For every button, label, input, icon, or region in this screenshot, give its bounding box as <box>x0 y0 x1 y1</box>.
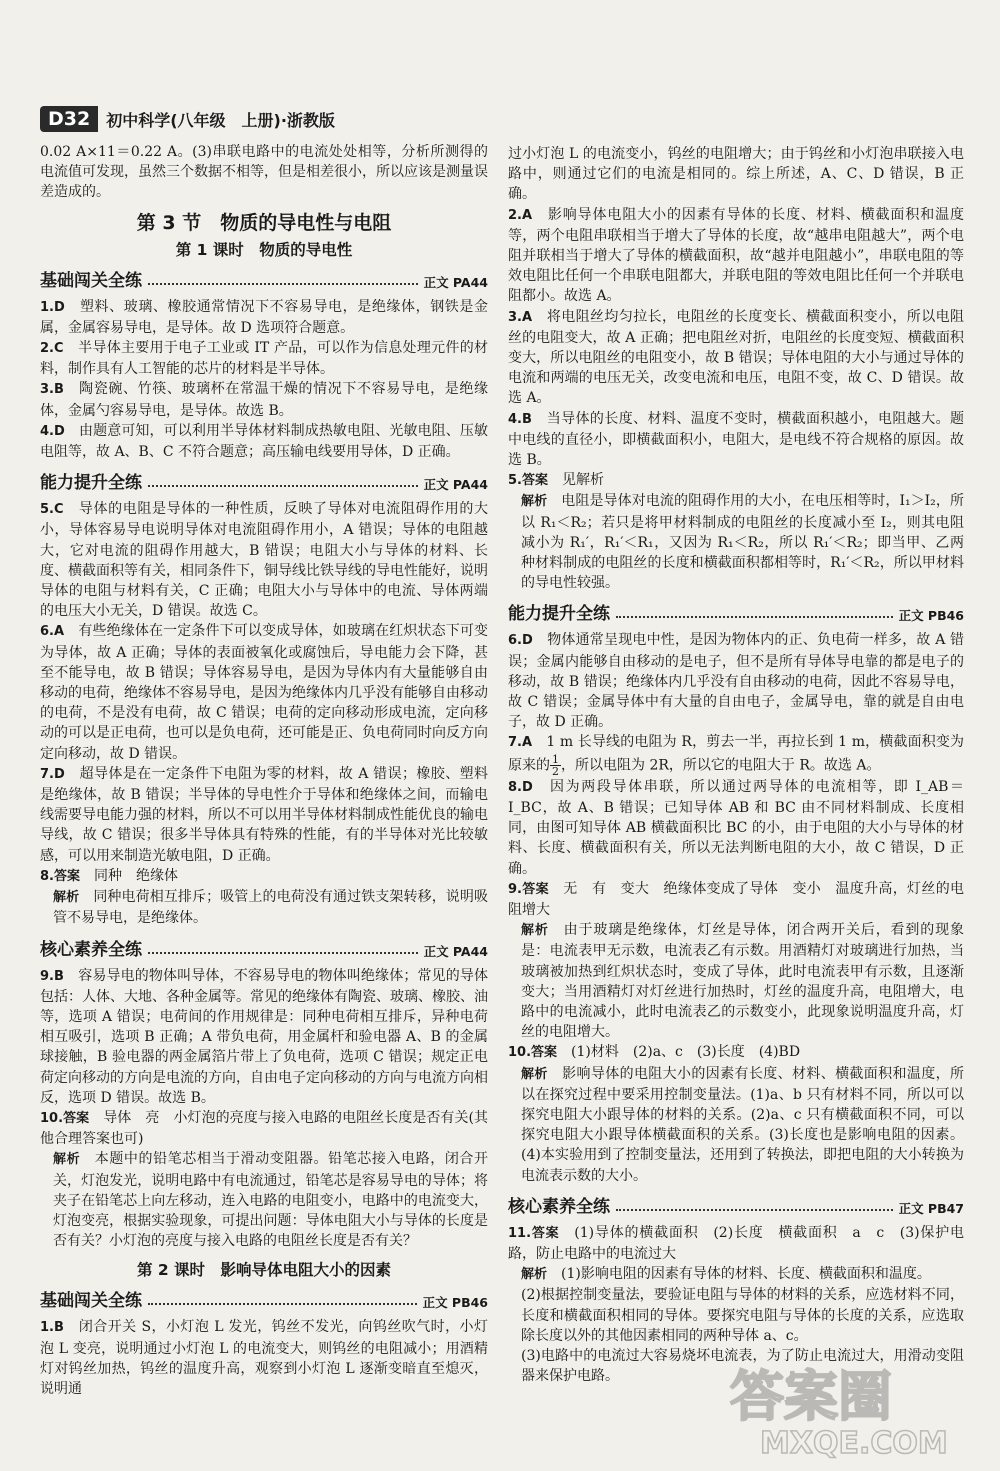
item-number: 3.B <box>40 382 64 398</box>
item-text: 影响导体电阻大小的因素有导体的长度、材料、横截面积和温度等，两个电阻串联相当于增大了导体的长度，故“越串电阻越大”，两个电阻并联相当于增大了导体的横截面积，故“越并电阻越小”，串联电阻的等效电阻比任何一个串联电阻都大，并联电阻的等效电阻比任何一个并联电阻都小。故选 A。 <box>508 206 965 305</box>
analysis-tag: 解析 <box>521 1066 548 1082</box>
answer-item <box>508 470 964 491</box>
section-ref: 正文 PA44 <box>423 477 488 493</box>
answer-item <box>508 205 964 307</box>
item-text: 陶瓷碗、竹筷、玻璃杯在常温干燥的情况下不容易导电，是绝缘体，金属勺容易导电，是导体。故选 B。 <box>40 381 489 419</box>
item-text: 容易导电的物体叫导体，不容易导电的物体叫绝缘体；常见的导体包括：人体、大地、各种金属等。常见的绝缘体有陶瓷、玻璃、橡胶、油等，选项 A 错误；电荷间的作用规律是：同种电荷相互排斥，异种电荷相互吸引，选项 B 正确；A 带负电荷，用金属杆和验电器 A、B 的金属球接触，B 验电器的两金属箔片带上了负电荷，选项 C 错误；规定正电荷定向移动的方向是电流的方向，自由电子定向移动的方向与电流方向相反，选项 D 错误。故选 B。 <box>40 967 489 1106</box>
answer-item <box>40 379 488 420</box>
section-divider <box>148 283 418 285</box>
fraction-denominator: 2 <box>552 764 559 778</box>
section-name: 能力提升全练 <box>508 604 610 625</box>
answer-item <box>40 499 488 621</box>
answer-item <box>40 764 488 866</box>
analysis-text: 本题中的铅笔芯相当于滑动变阻器。铅笔芯接入电路，闭合开关，灯泡发光，说明电路中有电流通过，铅笔芯是容易导电的导体；将夹子在铅笔芯上向左移动，连入电路的电阻变小，电路中的电流变大，灯泡变亮，根据实验现象，可提出问题：导体电阻大小与导体的长度是否有关？小灯泡的亮度与接入电路的电阻丝长度是否有关？ <box>53 1151 488 1250</box>
answer-item <box>40 866 488 887</box>
answer-item <box>40 297 488 338</box>
item-number: 4.D <box>40 423 65 439</box>
analysis-item <box>40 1149 488 1251</box>
item-number: 9.答案 <box>508 881 549 897</box>
answer-item <box>508 307 964 409</box>
analysis-text: 电阻是导体对电流的阻碍作用的大小，在电压相等时，I₁＞I₂，所以 R₁＜R₂；若只是将甲材料制成的电阻丝的长度减小至 I₂，则其电阻减小为 R₁′，R₁′＜R₁，又因为 R₁＜R₂，所以 R₁′＜R₂；即当甲、乙两种材料制成的电阻丝的长度和横截面积都相等时，R₁′＜R₂，所以甲材料的导电性较强。 <box>521 493 964 592</box>
item-number: 8.答案 <box>40 868 80 884</box>
section-ref: 正文 PA44 <box>423 274 488 290</box>
item-text: 闭合开关 S，小灯泡 L 发光，钨丝不发光，向钨丝吹气时，小灯泡 L 变亮，说明通过小灯泡 L 的电流变大，则钨丝的电阻减小；用酒精灯对钨丝加热，钨丝的温度升高，观察到小灯泡 L 逐渐变暗直至熄灭，说明通 <box>40 1319 488 1397</box>
analysis-item <box>508 491 964 593</box>
right-column <box>508 144 964 1386</box>
section-divider <box>148 485 418 487</box>
analysis-item <box>508 1064 964 1186</box>
page-header <box>40 104 335 134</box>
section-header-core <box>40 936 488 960</box>
item-text: 因为两段导体串联，所以通过两导体的电流相等，即 I_AB＝I_BC，故 A、B 错误；已知导体 AB 和 BC 由不同材料制成、长度相同，由图可知导体 AB 横截面积比 BC 的小，由于电阻的大小与导体的材料、长度、横截面积有关，所以无法判断电阻的大小，故 C 错误，D 正确。 <box>508 778 964 877</box>
item-number: 5.答案 <box>508 473 548 489</box>
watermark-logo <box>720 1353 980 1463</box>
fraction <box>550 754 561 777</box>
section-header-ability <box>40 469 488 493</box>
lesson1-title: 第 1 课时 物质的导电性 <box>175 240 353 259</box>
item-answer: 无 有 变大 绝缘体变成了导体 变小 温度升高，灯丝的电阻增大 <box>508 880 965 918</box>
item-number: 7.D <box>40 766 65 782</box>
item-number: 5.C <box>40 502 64 518</box>
answer-item <box>40 338 488 379</box>
analysis-text: 同种电荷相互排斥；吸管上的电荷没有通过铁支架转移，说明吸管不易导电，是绝缘体。 <box>53 889 488 927</box>
section-name: 核心素养全练 <box>40 939 142 960</box>
section-divider <box>616 1209 893 1211</box>
item-text: 超导体是在一定条件下电阻为零的材料，故 A 错误；橡胶、塑料是绝缘体，故 B 错误；半导体的导电性介于导体和绝缘体之间，而输电线需要导电能力强的材料，所以不可以用半导体材料制成性能优良的输电导线，故 C 错误；很多半导体具有特殊的性能，有的半导体对光比较敏感，可以用来制造光敏电阻，D 正确。 <box>40 765 489 864</box>
item-number: 7.A <box>508 735 533 751</box>
item-number: 2.A <box>508 207 533 223</box>
answer-item <box>40 1108 488 1149</box>
answer-item <box>508 1042 964 1063</box>
item-text: ，所以电阻为 2R，所以它的电阻大于 R。故选 A。 <box>561 757 881 774</box>
answer-item <box>40 966 488 1108</box>
answer-item <box>40 1317 488 1399</box>
lesson2-title: 第 2 课时 影响导体电阻大小的因素 <box>136 1261 392 1280</box>
item-number: 10.答案 <box>40 1110 90 1126</box>
answer-item <box>508 630 964 732</box>
section-ref: 正文 PB46 <box>898 608 964 624</box>
item-text: 当导体的长度、材料、温度不变时，横截面积越小，电阻越大。题中电线的直径小，即横截面积小，电阻大，是电线不符合规格的原因。故选 B。 <box>508 410 965 469</box>
item-text: 物体通常呈现电中性，是因为物体内的正、负电荷一样多，故 A 错误；金属内能够自由移动的是电子，但不是所有导体导电靠的都是电子的移动，故 B 错误；绝缘体内几乎没有自由移动的电荷，因此不容易导电，故 C 错误；金属导体中有大量的自由电子，金属导电，靠的就是自由电子，故 D 正确。 <box>508 632 964 731</box>
item-number: 1.D <box>40 299 65 315</box>
answer-item <box>508 879 964 920</box>
item-answer: (1)材料 (2)a、c (3)长度 (4)BD <box>571 1044 801 1061</box>
section-header-core-r <box>508 1193 964 1217</box>
answer-item <box>508 1223 964 1264</box>
item-answer: 导体 亮 小灯泡的亮度与接入电路的电阻丝长度是否有关(其他合理答案也可) <box>40 1109 489 1148</box>
continued-text: 过小灯泡 L 的电流变小，钨丝的电阻增大；由于钨丝和小灯泡串联接入电路中，则通过它们的电流是相同的。综上所述，A、C、D 错误，B 正确。 <box>508 146 964 203</box>
item-answer: (1)导体的横截面积 (2)长度 横截面积 a c (3)保护电路，防止电路中的电流过大 <box>508 1224 965 1262</box>
analysis-text: (3)电路中的电流过大容易烧坏电流表，为了防止电流过大，用滑动变阻器来保护电路。 <box>521 1347 964 1385</box>
section-name: 能力提升全练 <box>40 473 142 494</box>
analysis-text: (1)影响电阻的因素有导体的材料、长度、横截面积和温度。 <box>561 1266 931 1283</box>
section-ref: 正文 PB47 <box>898 1200 964 1216</box>
item-text: 由题意可知，可以利用半导体材料制成热敏电阻、光敏电阻、压敏电阻等，故 A、B、C 不符合题意；高压输电线要用导体，D 正确。 <box>40 422 489 461</box>
svg-text:MXQE.COM: MXQE.COM <box>760 1426 948 1461</box>
analysis-item <box>40 887 488 928</box>
item-number: 2.C <box>40 341 64 357</box>
item-number: 6.A <box>40 624 65 640</box>
item-text: 半导体主要用于电子工业或 IT 产品，可以作为信息处理元件的材料，制作具有人工智能的芯片的材料是半导体。 <box>40 340 489 378</box>
section-header-basic2 <box>40 1287 488 1311</box>
analysis-text: (2)根据控制变量法，要验证电阻与导体的材料的关系，应选材料不同，长度和横截面积相同的导体。要探究电阻与导体的长度的关系，应选取除长度以外的其他因素相同的两种导体 a、c。 <box>521 1287 964 1344</box>
answer-item <box>508 409 964 471</box>
item-text: 导体的电阻是导体的一种性质，反映了导体对电流阻碍作用的大小，导体容易导电说明导体对电流阻碍作用小，A 错误；导体的电阻越大，它对电流的阻碍作用越大，B 错误；电阻大小与导体的材料、长度、横截面积等有关，相同条件下，铜导线比铁导线的导电性能好，说明导体的电阻与材料有关，C 正确；电阻大小与导体中的电流、导体两端的电压大小无关，D 错误。故选 C。 <box>40 501 489 620</box>
item-number: 1.B <box>40 1320 64 1336</box>
analysis-item <box>508 920 964 1042</box>
section-name: 核心素养全练 <box>508 1196 610 1217</box>
answer-item <box>508 777 964 879</box>
fraction-numerator: 1 <box>552 752 559 766</box>
analysis-text: 由于玻璃是绝缘体，灯丝是导体，闭合两开关后，看到的现象是：电流表甲无示数，电流表乙有示数。用酒精灯对玻璃进行加热，当玻璃被加热到红炽状态时，变成了导体，此时电流表甲有示数，且逐渐变大；当用酒精灯对灯丝进行加热时，灯丝的温度升高，电阻增大，电路中的电流减小，此时电流表乙的示数变小，此现象说明温度升高，灯丝的电阻增大。 <box>521 922 965 1041</box>
item-text: 塑料、玻璃、橡胶通常情况下不容易导电，是绝缘体，钢铁是金属，金属容易导电，是导体。故 D 选项符合题意。 <box>40 298 488 336</box>
item-number: 6.D <box>508 633 533 649</box>
section-ref: 正文 PA44 <box>423 943 488 959</box>
analysis-item <box>508 1264 964 1285</box>
answer-item <box>508 732 964 776</box>
section-header-basic <box>40 267 488 291</box>
book-title: 初中科学(八年级 上册)·浙教版 <box>106 110 335 130</box>
item-text: 将电阻丝均匀拉长，电阻丝的长度变长、横截面积变小，所以电阻丝的电阻变大，故 A 正确；把电阻丝对折，电阻丝的长度变短、横截面积变大，所以电阻丝的电阻变小，故 B 错误；导体电阻的大小与通过导体的电流和两端的电压无关，改变电流和电压，电阻不变，故 C、D 错误。故选 A。 <box>508 308 964 407</box>
item-number: 4.B <box>508 411 532 427</box>
item-answer: 同种 绝缘体 <box>93 867 178 884</box>
section-title: 第 3 节 物质的导电性与电阻 <box>136 211 392 234</box>
analysis-text: 影响导体的电阻大小的因素有长度、材料、横截面积和温度，所以在探究过程中要采用控制变量法。(1)a、b 只有材料不同，所以可以探究电阻大小跟导体的材料的关系。(2)a、c 只有横截面积不同，可以探究电阻大小跟导体横截面积的关系。(3)长度也是影响电阻的因素。(4)本实验用到了控制变量法，还用到了转换法，即把电阻的大小转换为电流表示数的大小。 <box>521 1065 964 1184</box>
section-name: 基础闯关全练 <box>40 1291 142 1312</box>
item-text: 1 m 长导线的电阻为 R，剪去一半，再拉长到 1 m，横截面积变为原来的 <box>508 734 965 774</box>
section-name: 基础闯关全练 <box>40 270 142 291</box>
analysis-tag: 解析 <box>53 890 80 906</box>
left-column <box>40 142 488 1399</box>
item-number: 9.B <box>40 968 64 984</box>
section-divider <box>148 1303 417 1305</box>
item-answer: 见解析 <box>561 472 604 489</box>
section-header-ability-r <box>508 600 964 624</box>
svg-text:答案圈: 答案圈 <box>730 1365 892 1428</box>
section-divider <box>148 952 418 954</box>
analysis-tag: 解析 <box>521 494 548 510</box>
item-number: 3.A <box>508 309 533 325</box>
page-number: D32 <box>40 106 98 132</box>
item-number: 8.D <box>508 779 533 795</box>
answer-item <box>40 421 488 462</box>
analysis-tag: 解析 <box>521 923 549 939</box>
section-divider <box>616 616 893 618</box>
answer-item <box>40 621 488 763</box>
item-number: 11.答案 <box>508 1225 560 1241</box>
intro-text: 0.02 A×11＝0.22 A。(3)串联电路中的电流处处相等，分析所测得的电流值可发现，虽然三个数据不相等，但是相差很小，所以应该是测量误差造成的。 <box>40 144 488 201</box>
analysis-tag: 解析 <box>53 1152 81 1168</box>
item-text: 有些绝缘体在一定条件下可以变成导体，如玻璃在红炽状态下可变为导体，故 A 正确；导体的表面被氧化或腐蚀后，导电能力会下降，甚至不能导电，故 B 错误；导体容易导电，是因为导体内有大量能够自由移动的电荷，绝缘体不容易导电，是因为绝缘体内几乎没有能够自由移动的电荷，不是没有电荷，故 C 错误；电荷的定向移动形成电流，定向移动的可以是正电荷，也可以是负电荷，还可能是正、负电荷同时向反方向定向移动，故 D 错误。 <box>40 623 489 762</box>
analysis-tag: 解析 <box>521 1267 548 1283</box>
item-number: 10.答案 <box>508 1045 558 1061</box>
section-ref: 正文 PB46 <box>422 1295 488 1311</box>
